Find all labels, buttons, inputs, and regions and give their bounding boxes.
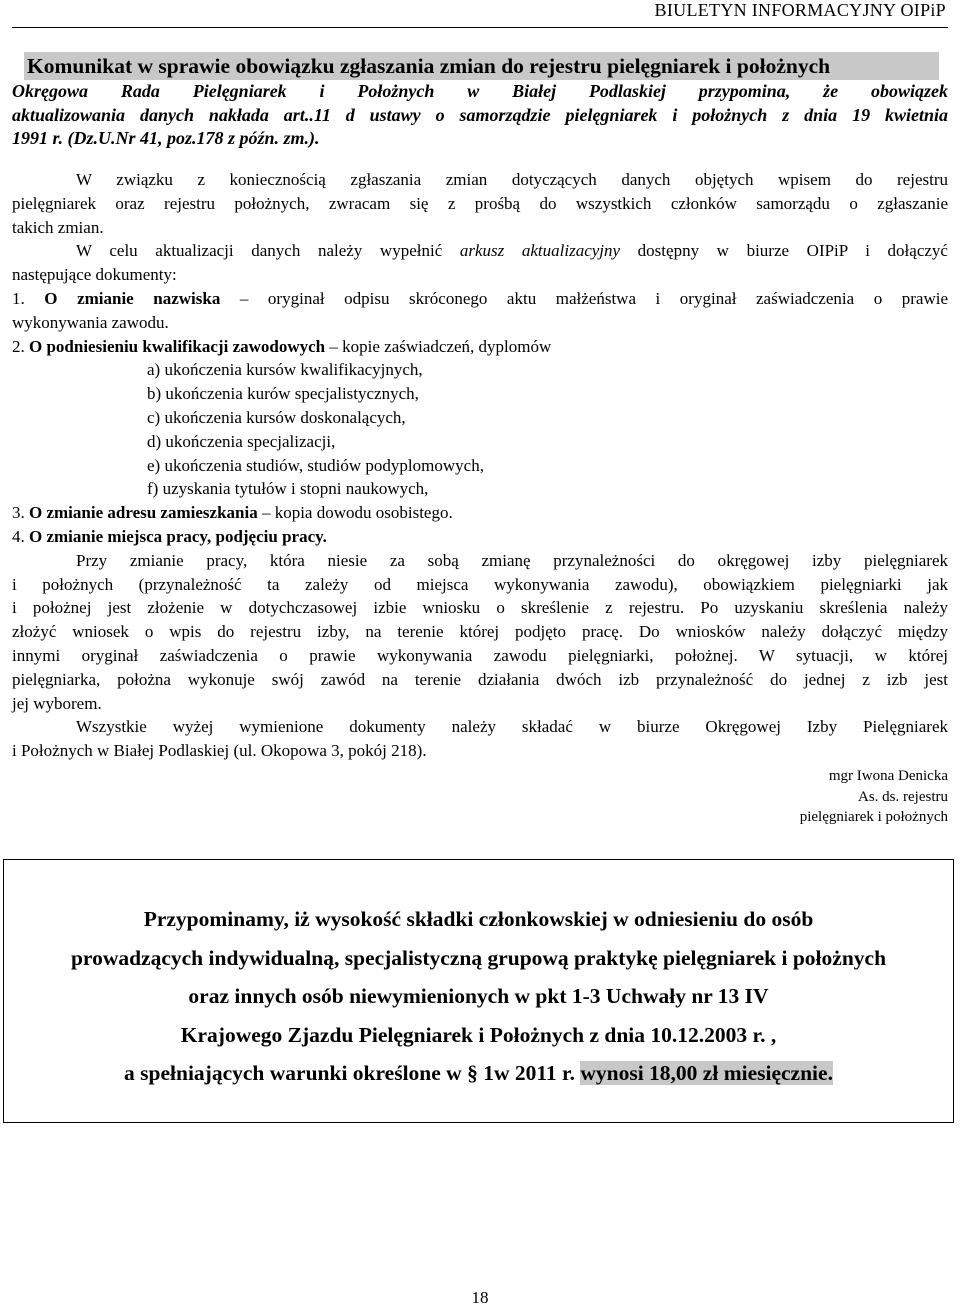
text-line: takich zmian. bbox=[12, 217, 104, 237]
reminder-line: oraz innych osób niewymienionych w pkt 1-3 Uchwały nr 13 IV bbox=[188, 984, 769, 1008]
reminder-text bbox=[4, 900, 953, 1093]
text-line: następujące dokumenty: bbox=[12, 265, 177, 285]
intro-line: 1991 r. (Dz.U.Nr 41, poz.178 z późn. zm.). bbox=[12, 128, 320, 148]
form-name: arkusz aktualizacyjny bbox=[459, 241, 621, 261]
paragraph-4 bbox=[12, 715, 948, 763]
list-item-4 bbox=[12, 525, 948, 549]
item-text: – oryginał odpisu skróconego aktu małżeństwa i oryginał zaświadczenia o prawie bbox=[220, 288, 949, 308]
intro-line: aktualizowania danych nakłada art..11 d ustawy o samorządzie pielęgniarek i położnych z dnia 19 kwietnia bbox=[12, 104, 948, 125]
item-number: 3. bbox=[12, 503, 25, 523]
sub-item: f) uzyskania tytułów i stopni naukowych, bbox=[147, 479, 429, 499]
signature-block bbox=[800, 766, 948, 828]
text-line: pielęgniarka, położna wykonuje swój zawód na terenie działania dwóch izb przynależność do jednej z izb jest bbox=[12, 669, 948, 689]
item-number: 1. bbox=[12, 288, 25, 308]
text-line: i Położnych w Białej Podlaskiej (ul. Okopowa 3, pokój 218). bbox=[12, 741, 427, 761]
text-line: i położnych (przynależność ta zależy od miejsca wykonywania zawodu), obowiązkiem pielęgniarki jak bbox=[12, 574, 948, 594]
text-run: dostępny w biurze OIPiP i dołączyć bbox=[620, 241, 948, 261]
item-number: 4. bbox=[12, 526, 25, 546]
sub-item: c) ukończenia kursów doskonalących, bbox=[147, 407, 406, 427]
text-line: pielęgniarek oraz rejestru położnych, zwracam się z prośbą do wszystkich członków samorządu o zgłaszanie bbox=[12, 193, 948, 213]
text-line bbox=[12, 287, 948, 311]
item-text: – kopie zaświadczeń, dyplomów bbox=[325, 336, 552, 356]
reminder-box bbox=[3, 859, 954, 1123]
sub-item: a) ukończenia kursów kwalifikacyjnych, bbox=[147, 360, 423, 380]
text-line: Wszystkie wyżej wymienione dokumenty należy składać w biurze Okręgowej Izby Pielęgniarek bbox=[76, 717, 948, 737]
text-run: W celu aktualizacji danych należy wypełnić bbox=[76, 241, 460, 261]
item-heading: O zmianie miejsca pracy, podjęciu pracy. bbox=[29, 526, 327, 546]
text-line: złożyć wniosek o wpis do rejestru izby, na terenie której podjęto pracę. Do wniosków należy dołączyć między bbox=[12, 622, 948, 642]
paragraph-2 bbox=[12, 239, 948, 287]
text-line bbox=[12, 239, 948, 263]
reminder-line: prowadzących indywidualną, specjalistyczną grupową praktykę pielęgniarek i położnych bbox=[70, 945, 887, 970]
sub-item: d) ukończenia specjalizacji, bbox=[147, 431, 336, 451]
document-body bbox=[12, 168, 948, 763]
text-line bbox=[12, 335, 948, 359]
intro-paragraph bbox=[12, 80, 948, 151]
paragraph-1 bbox=[12, 168, 948, 239]
reminder-line: Przypominamy, iż wysokość składki członkowskiej w odniesieniu do osób bbox=[143, 907, 814, 931]
paragraph-3 bbox=[12, 549, 948, 716]
reminder-text-run: a spełniających warunki określone w § 1w 2011 r. bbox=[124, 1061, 581, 1085]
item-heading: O zmianie adresu zamieszkania bbox=[29, 503, 258, 523]
announcement-title: Komunikat w sprawie obowiązku zgłaszania zmian do rejestru pielęgniarek i położnych bbox=[24, 52, 939, 80]
list-item-3 bbox=[12, 501, 948, 525]
item-number: 2. bbox=[12, 336, 25, 356]
item-heading: O zmianie nazwiska bbox=[44, 288, 221, 308]
text-line bbox=[12, 501, 948, 525]
page-number: 18 bbox=[471, 1288, 489, 1307]
text-line: jej wyborem. bbox=[12, 693, 102, 713]
sub-item: b) ukończenia kurów specjalistycznych, bbox=[147, 384, 419, 404]
text-line bbox=[12, 525, 948, 549]
text-line: i położnej jest złożenie w dotychczasowej izbie wniosku o skreślenie z rejestru. Po uzyskaniu skreślenia należy bbox=[12, 598, 948, 618]
item-heading: O podniesieniu kwalifikacji zawodowych bbox=[29, 336, 326, 356]
header-rule bbox=[12, 27, 948, 28]
item-text: – kopia dowodu osobistego. bbox=[257, 503, 453, 523]
bulletin-header: BIULETYN INFORMACYJNY OIPiP bbox=[654, 0, 946, 20]
signature-role: As. ds. rejestru bbox=[858, 788, 948, 805]
intro-line: Okręgowa Rada Pielęgniarek i Położnych w Białej Podlaskiej przypomina, że obowiązek bbox=[12, 81, 948, 101]
list-item-2 bbox=[12, 335, 948, 502]
list-item-1 bbox=[12, 287, 948, 335]
signature-name: mgr Iwona Denicka bbox=[828, 768, 948, 784]
reminder-line: Krajowego Zjazdu Pielęgniarek i Położnych z dnia 10.12.2003 r. , bbox=[180, 1022, 777, 1047]
text-line: wykonywania zawodu. bbox=[12, 312, 169, 332]
fee-highlight: wynosi 18,00 zł miesięcznie. bbox=[580, 1061, 833, 1085]
text-line: W związku z koniecznością zgłaszania zmian dotyczących danych objętych wpisem do rejestru bbox=[76, 170, 948, 189]
text-line: Przy zmianie pracy, która niesie za sobą zmianę przynależności do okręgowej izby pielęgniarek bbox=[76, 550, 948, 570]
sub-item: e) ukończenia studiów, studiów podyplomowych, bbox=[147, 455, 484, 475]
signature-department: pielęgniarek i położnych bbox=[799, 809, 948, 825]
text-line: innymi oryginał zaświadczenia o prawie wykonywania zawodu pielęgniarki, położnej. W sytuacji, w której bbox=[12, 645, 948, 665]
reminder-line bbox=[4, 1054, 953, 1093]
